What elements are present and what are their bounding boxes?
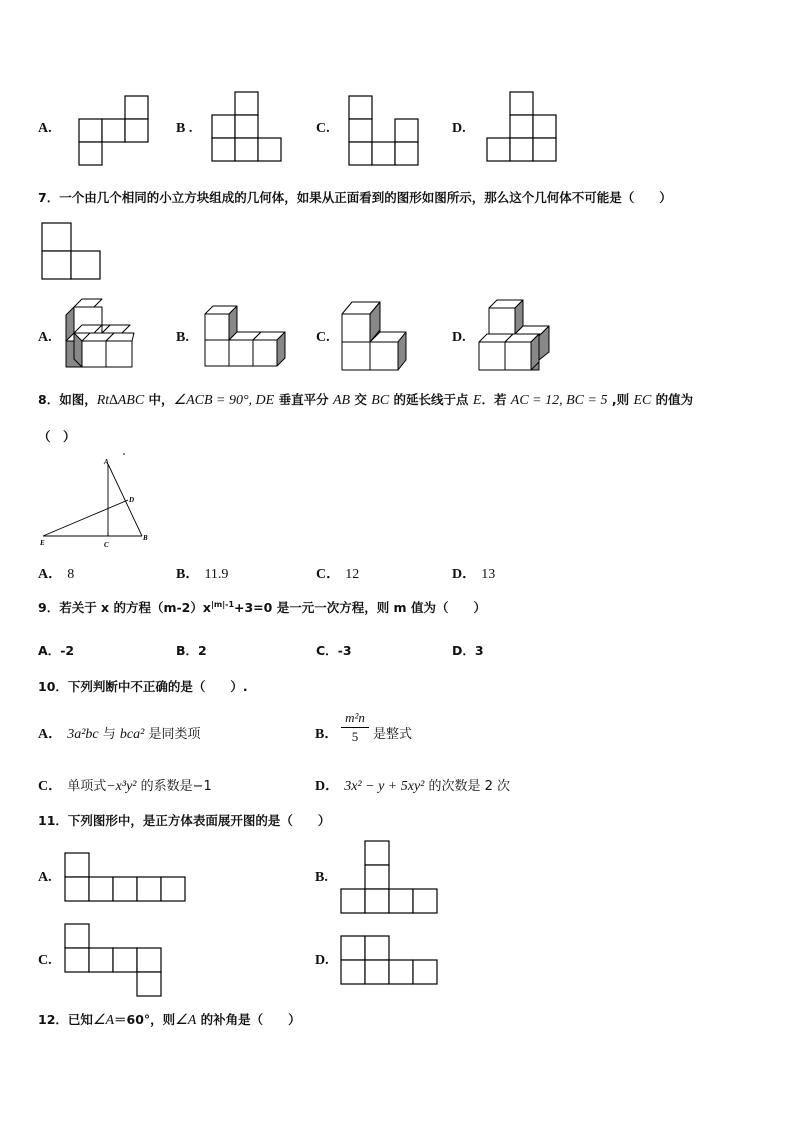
q7-figure-a [64, 298, 140, 374]
q11-option-c[interactable]: C. [38, 953, 52, 968]
q8-stem: 8．如图，Rt∆ABC 中，∠ACB = 90°, DE 垂直平分 AB 交 BC 的延长线于点 E．若 AC = 12, BC = 5 ,则 EC 的值为 [38, 392, 694, 408]
q7-figure-b [203, 304, 289, 370]
q11-net-b [341, 841, 441, 917]
label-c: C [104, 541, 109, 549]
q11-net-c [65, 924, 165, 1000]
label-e: E [40, 539, 45, 547]
q11-net-d [341, 936, 441, 988]
q7-stem: 7．一个由几个相同的小立方块组成的几何体，如果从正面看到的图形如图所示，那么这个几何体不可能是（ ） [38, 190, 672, 205]
q8-option-d[interactable]: D． 13 [452, 567, 496, 582]
q11-option-b[interactable]: B. [315, 870, 328, 885]
label-b: B [143, 534, 148, 542]
q8-answer-paren: （ ） [38, 429, 76, 444]
q9-option-b[interactable]: B．2 [176, 643, 207, 658]
q6-figure-b [212, 92, 284, 164]
q11-stem: 11．下列图形中，是正方体表面展开图的是（ ） [38, 813, 331, 828]
q8-triangle-figure [38, 452, 158, 552]
label-a: A [104, 458, 109, 466]
q10-option-c[interactable]: C． 单项式−x³y² 的系数是−1 [38, 779, 212, 794]
q9-stem: 9．若关于 x 的方程$(m-2)x^{|m|-1}+3=0$ 是一元一次方程，则 m 值为（ ） [38, 599, 486, 615]
q6-option-d[interactable]: D. [452, 121, 466, 136]
q11-option-a[interactable]: A. [38, 870, 52, 885]
q7-figure-d [477, 298, 557, 374]
q6-figure-c [349, 96, 421, 166]
q10-stem: 10．下列判断中不正确的是（ ）. [38, 679, 248, 694]
q11-net-a [65, 853, 189, 903]
q9-option-d[interactable]: D．3 [452, 643, 484, 658]
q6-option-a[interactable]: A. [38, 121, 52, 136]
q7-option-d[interactable]: D. [452, 330, 466, 345]
q9-option-c[interactable]: C．-3 [316, 643, 352, 658]
q7-option-a[interactable]: A. [38, 330, 52, 345]
q8-option-a[interactable]: A． 8 [38, 567, 75, 582]
q9-option-a[interactable]: A．-2 [38, 643, 75, 658]
label-d: D [129, 496, 135, 504]
q10-option-d[interactable]: D． 3x² − y + 5xy² 的次数是 2 次 [315, 779, 511, 794]
q8-option-b[interactable]: B． 11.9 [176, 567, 229, 582]
q10-option-a[interactable]: A． 3a²bc 与 bca² 是同类项 [38, 727, 201, 742]
q7-option-c[interactable]: C. [316, 330, 330, 345]
q6-figure-a [79, 96, 151, 166]
q12-stem: 12．已知∠A＝60°，则∠A 的补角是（ ） [38, 1012, 301, 1028]
q7-figure-c [340, 298, 416, 374]
q6-figure-d [487, 92, 559, 164]
q7-option-b[interactable]: B. [176, 330, 189, 345]
q6-option-c[interactable]: C. [316, 121, 330, 136]
q7-front-view [42, 223, 104, 283]
q6-option-b[interactable]: B . [176, 121, 193, 136]
q8-option-c[interactable]: C． 12 [316, 567, 360, 582]
q11-option-d[interactable]: D. [315, 953, 329, 968]
